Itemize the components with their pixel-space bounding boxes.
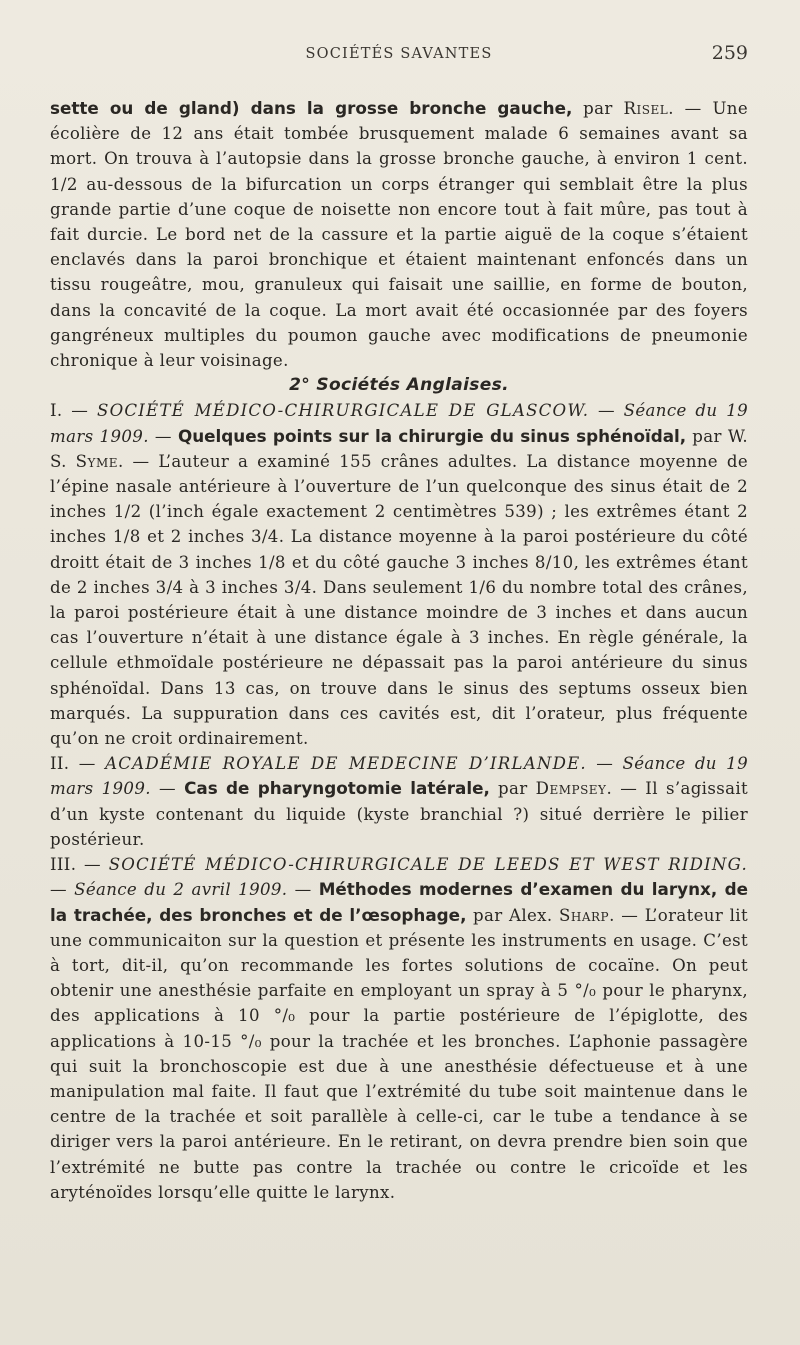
entry-2-sep: — — [150, 779, 185, 799]
entry-2-title: Cas de pharyngotomie latérale, — [184, 778, 490, 799]
intro-author-prefix: par — [583, 99, 613, 118]
entry-3 — [50, 852, 748, 1205]
entry-1-text: . — L’auteur a examiné 155 crânes adultes. La distance moyenne de l’épine nasale antérieure à l’ouverture de l’un quelconque des sinus était de 2 inches 1/2 (l’inch égale exactement 2 centimètres 539) ; les extrêmes étant 2 inches 1/8 et 2 inches 3/4. La distance moyenne à la paroi postérieure du côté droitt était de 3 inches 1/8 et du côté gauche 3 inches 8/10, les extrêmes étant de 2 inches 3/4 à 3 inches 3/4. Dans seulement 1/6 du nombre total des crânes, la paroi postérieure était à une distance moindre de 3 inches et dans aucun cas l’ouverture n’était à une distance égale à 3 inches. En règle générale, la cellule ethmoïdale postérieure ne dépassait pas la paroi antérieure du sinus sphénoïdal. Dans 13 cas, on trouve dans le sinus des septums osseux bien marqués. La suppuration dans ces cavités est, dit l’orateur, plus fréquente qu’on ne croit ordinairement. — [50, 451, 748, 749]
entry-1-society: SOCIÉTÉ MÉDICO-CHIRURGICALE DE GLASCOW. — [97, 401, 590, 421]
entry-3-author-prefix: par Alex. — [466, 905, 560, 925]
entry-1-title: Quelques points sur la chirurgie du sinus sphénoïdal, — [177, 425, 687, 446]
entry-1-numeral: I. — — [50, 401, 89, 421]
entry-2-dash: — — [586, 754, 614, 774]
running-head: SOCIÉTÉS SAVANTES — [305, 46, 493, 62]
entry-2-society: ACADÉMIE ROYALE DE MEDECINE D’IRLANDE. — [105, 754, 587, 774]
entry-2-text: . — Il s’agissait d’un kyste contenant du liquide (kyste branchial ?) situé derrière le pilier postérieur. — [50, 779, 748, 849]
entry-3-text: . — L’orateur lit une communicaiton sur la question et présente les instruments en usage. C’est à tort, dit-il, qu’on recommande les fortes solutions de cocaïne. On peut obtenir une anesthésie parfaite en employant un spray à 5 °/₀ pour le pharynx, des applications à 10 °/₀ pour la partie postérieure de l’épiglotte, des applications à 10-15 °/₀ pour la trachée et les bronches. L’aphonie passagère qui suit la bronchoscopie est due à une anesthésie défectueuse et à une manipulation mal faite. Il faut que l’extrémité du tube soit maintenue dans le centre de la trachée et soit parallèle à celle-ci, car le tube a tendance à se diriger vers la paroi antérieure. En le retirant, on devra prendre bien soin que l’extrémité ne butte pas contre la trachée ou contre le cricoïde et les aryténoïdes lorsqu’elle quitte le larynx. — [50, 905, 748, 1202]
entry-1-sep: — — [148, 426, 178, 446]
entry-2-author: Dempsey — [535, 779, 607, 799]
entry-1 — [50, 398, 748, 751]
entry-2 — [50, 751, 748, 852]
page-number: 259 — [711, 42, 748, 64]
entry-1-author-prefix: par W. S. — [50, 426, 748, 471]
entry-2-numeral: II. — — [50, 754, 96, 774]
article-body — [50, 96, 748, 1205]
entry-1-seance: Séance du 19 mars 1909. — [50, 401, 749, 446]
intro-text: . — Une écolière de 12 ans était tombée brusquement malade 6 semaines avant sa mort. On trouva à l’autopsie dans la grosse bronche gauche, à environ 1 cent. 1/2 au-dessous de la bifurcation un corps étranger qui semblait être la plus grande partie d’une coque de noisette non encore tout à fait mûre, pas tout à fait durcie. Le bord net de la cassure et la partie aiguë de la coque s’étaient enclavés dans la paroi bronchique et étaient maintenant enfoncés dans un tissu rougeâtre, mou, granuleux qui faisait une saillie, en forme de bouton, dans la concavité de la coque. La mort avait été occasionnée par des foyers gangréneux multiples du poumon gauche avec modifications de pneumonie chronique à leur voisinage. — [50, 99, 748, 371]
entry-3-dash: — — [50, 880, 67, 900]
intro-paragraph — [50, 96, 748, 373]
entry-1-author: Syme — [75, 451, 118, 471]
entry-1-dash: — — [589, 401, 615, 421]
entry-3-seance: Séance du 2 avril 1909. — [74, 880, 288, 900]
entry-3-numeral: III. — — [50, 855, 101, 875]
intro-title: sette ou de gland) dans la grosse bronche gauche, — [50, 98, 573, 118]
entry-2-seance: Séance du 19 mars 1909. — [50, 754, 748, 799]
page-header — [50, 0, 748, 96]
entry-3-sep: — — [287, 880, 319, 900]
entry-3-author: Sharp — [559, 905, 610, 925]
entry-3-title: Méthodes modernes d’examen du larynx, de la trachée, des bronches et de l’œsophage, — [50, 879, 749, 925]
section-title: 2° Sociétés Anglaises. — [289, 375, 509, 396]
entry-3-society: SOCIÉTÉ MÉDICO-CHIRURGICALE DE LEEDS ET WEST RIDING. — [108, 855, 748, 875]
intro-author: Risel — [623, 99, 669, 118]
entry-2-author-prefix: par — [489, 779, 536, 799]
